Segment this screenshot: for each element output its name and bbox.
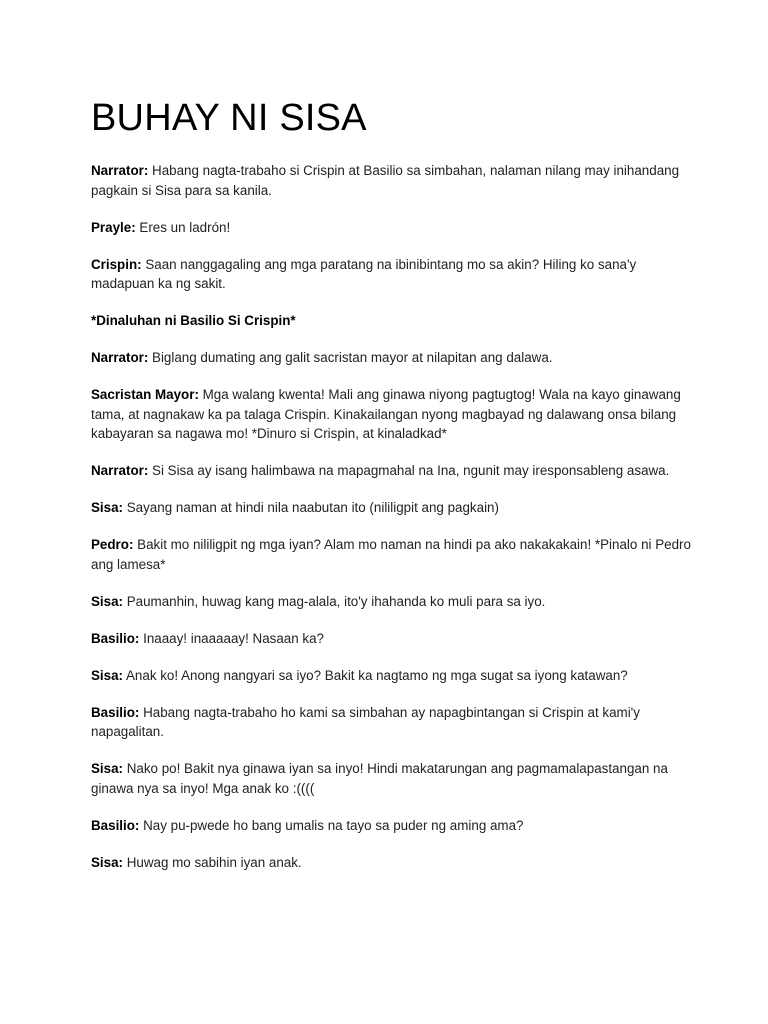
dialogue-text: Biglang dumating ang galit sacristan mayor at nilapitan ang dalawa. — [148, 350, 553, 365]
dialogue-line — [91, 461, 691, 481]
stage-direction-text: *Dinaluhan ni Basilio Si Crispin* — [91, 313, 296, 328]
dialogue-line — [91, 666, 691, 686]
dialogue-text: Saan nanggagaling ang mga paratang na ibinibintang mo sa akin? Hiling ko sana'y madapuan ka ng sakit. — [91, 256, 637, 291]
document-title: BUHAY NI SISA — [91, 97, 367, 139]
speaker-name: Basilio: — [91, 704, 140, 720]
dialogue-line — [91, 535, 691, 574]
speaker-name: Pedro: — [91, 537, 134, 552]
speaker-name: Sisa: — [91, 500, 124, 515]
script-body — [91, 161, 691, 890]
dialogue-text: Si Sisa ay isang halimbawa na mapagmahal na Ina, ngunit may iresponsableng asawa. — [148, 463, 670, 478]
speaker-name: Crispin: — [91, 256, 142, 272]
speaker-name: Sisa: — [91, 761, 124, 776]
speaker-name: Sisa: — [91, 667, 124, 683]
dialogue-text: Sayang naman at hindi nila naabutan ito (nililigpit ang pagkain) — [123, 500, 499, 515]
dialogue-text: Nako po! Bakit nya ginawa iyan sa inyo! Hindi makatarungan ang pagmamalapastangan na ginawa nya sa inyo! Mga anak ko :(((( — [91, 761, 668, 796]
dialogue-line — [91, 218, 691, 238]
dialogue-text: Paumanhin, huwag kang mag-alala, ito'y ihahanda ko muli para sa iyo. — [123, 593, 546, 609]
speaker-name: Basilio: — [91, 630, 140, 646]
dialogue-text: Anak ko! Anong nangyari sa iyo? Bakit ka nagtamo ng mga sugat sa iyong katawan? — [123, 667, 628, 683]
dialogue-line — [91, 255, 691, 294]
dialogue-text: Habang nagta-trabaho ho kami sa simbahan ay napagbintangan si Crispin at kami'y napagalitan. — [91, 704, 640, 739]
dialogue-line — [91, 498, 691, 518]
stage-direction — [91, 311, 691, 331]
speaker-name: Basilio: — [91, 817, 140, 833]
speaker-name: Narrator: — [91, 163, 149, 178]
dialogue-line — [91, 703, 691, 742]
dialogue-line — [91, 385, 691, 444]
dialogue-text: Huwag mo sabihin iyan anak. — [123, 854, 302, 870]
speaker-name: Sisa: — [91, 854, 124, 870]
dialogue-line — [91, 853, 691, 873]
dialogue-text: Bakit mo nililigpit ng mga iyan? Alam mo naman na hindi pa ako nakakakain! *Pinalo ni Pedro ang lamesa* — [91, 537, 691, 572]
dialogue-text: Eres un ladrón! — [135, 219, 231, 235]
speaker-name: Sacristan Mayor: — [91, 387, 199, 402]
dialogue-line — [91, 759, 691, 798]
dialogue-line — [91, 161, 691, 200]
speaker-name: Prayle: — [91, 219, 136, 235]
dialogue-line — [91, 816, 691, 836]
speaker-name: Narrator: — [91, 463, 149, 478]
dialogue-line — [91, 629, 691, 649]
speaker-name: Sisa: — [91, 593, 124, 609]
dialogue-text: Nay pu-pwede ho bang umalis na tayo sa puder ng aming ama? — [139, 817, 524, 833]
dialogue-text: Habang nagta-trabaho si Crispin at Basilio sa simbahan, nalaman nilang may inihandang pagkain si Sisa para sa kanila. — [91, 163, 680, 198]
dialogue-text: Inaaay! inaaaaay! Nasaan ka? — [139, 630, 324, 646]
dialogue-line — [91, 348, 691, 368]
speaker-name: Narrator: — [91, 350, 149, 365]
dialogue-line — [91, 592, 691, 612]
dialogue-text: Mga walang kwenta! Mali ang ginawa niyong pagtugtog! Wala na kayo ginawang tama, at nagnakaw ka pa talaga Crispin. Kinakailangan nyong magbayad ng dalawang onsa bilang kabayaran sa nagawa mo! *Dinuro si Crispin, at kinaladkad* — [91, 387, 681, 441]
